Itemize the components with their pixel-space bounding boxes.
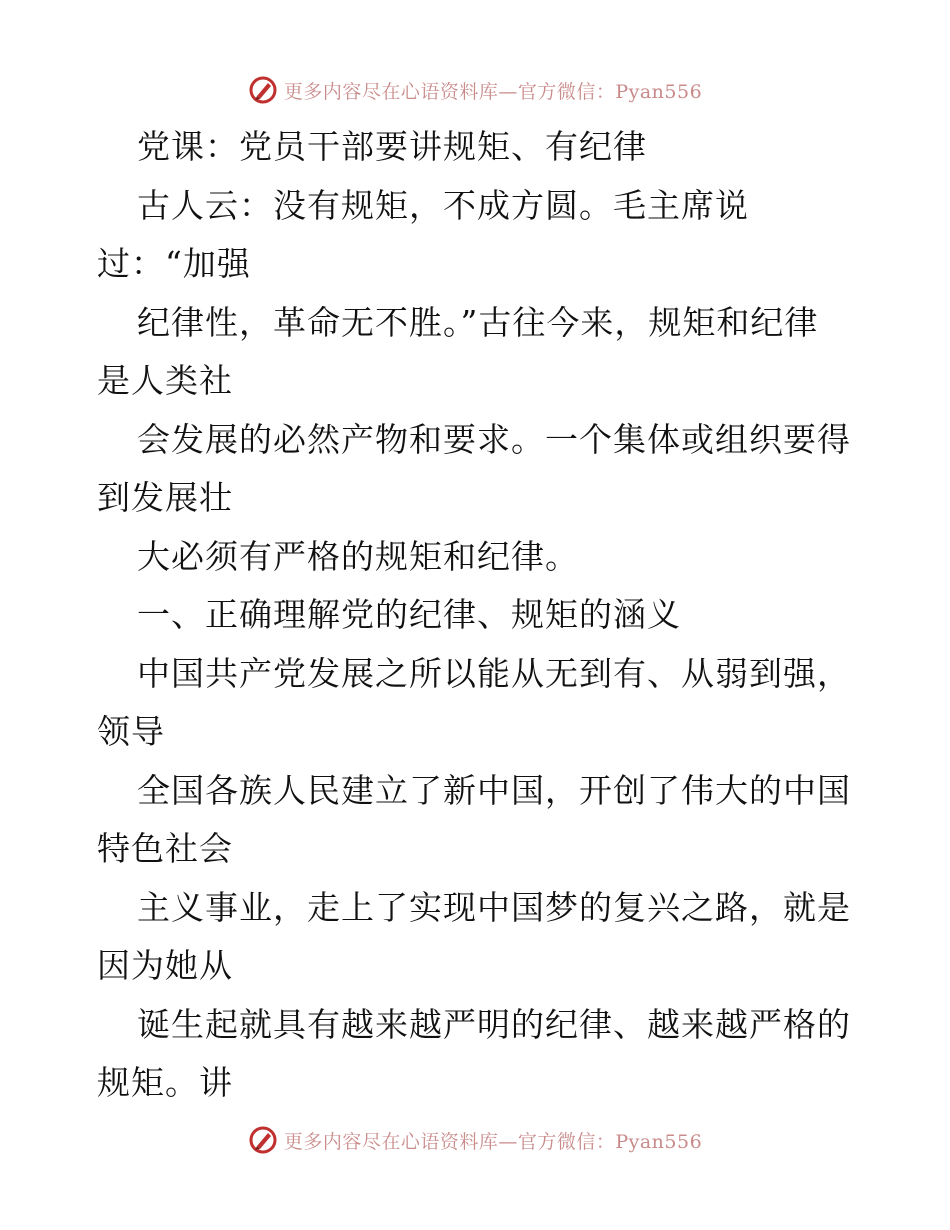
pen-logo-icon <box>248 75 278 105</box>
doc-line: 特色社会 <box>97 829 233 868</box>
footer-watermark-banner <box>0 1120 950 1160</box>
doc-line: 中国共产党发展之所以能从无到有、从弱到强， <box>137 653 851 693</box>
doc-line: 大必须有严格的规矩和纪律。 <box>137 536 579 576</box>
doc-line: 因为她从 <box>97 946 233 985</box>
doc-line: 领导 <box>97 712 165 751</box>
footer-banner-text: 更多内容尽在心语资料库—官方微信：Pyan556 <box>283 1130 703 1153</box>
doc-line: 主义事业，走上了实现中国梦的复兴之路，就是 <box>137 887 851 927</box>
doc-line: 全国各族人民建立了新中国，开创了伟大的中国 <box>137 770 851 810</box>
doc-section-heading: 一、正确理解党的纪律、规矩的涵义 <box>137 595 681 634</box>
doc-line: 到发展壮 <box>97 478 233 517</box>
doc-line: 规矩。讲 <box>97 1063 233 1102</box>
doc-line: 纪律性，革命无不胜。”古往今来，规矩和纪律 <box>137 302 819 342</box>
doc-line: 古人云：没有规矩，不成方圆。毛主席说 <box>137 185 749 225</box>
doc-title-line: 党课：党员干部要讲规矩、有纪律 <box>137 127 647 166</box>
doc-line: 是人类社 <box>97 361 233 400</box>
doc-line: 过：“加强 <box>97 244 251 283</box>
document-body <box>97 118 857 1113</box>
doc-line: 诞生起就具有越来越严明的纪律、越来越严格的 <box>137 1004 851 1044</box>
header-watermark-banner <box>0 70 950 110</box>
doc-line: 会发展的必然产物和要求。一个集体或组织要得 <box>137 419 851 459</box>
pen-logo-icon <box>248 1125 278 1155</box>
header-banner-text: 更多内容尽在心语资料库—官方微信：Pyan556 <box>283 80 703 103</box>
